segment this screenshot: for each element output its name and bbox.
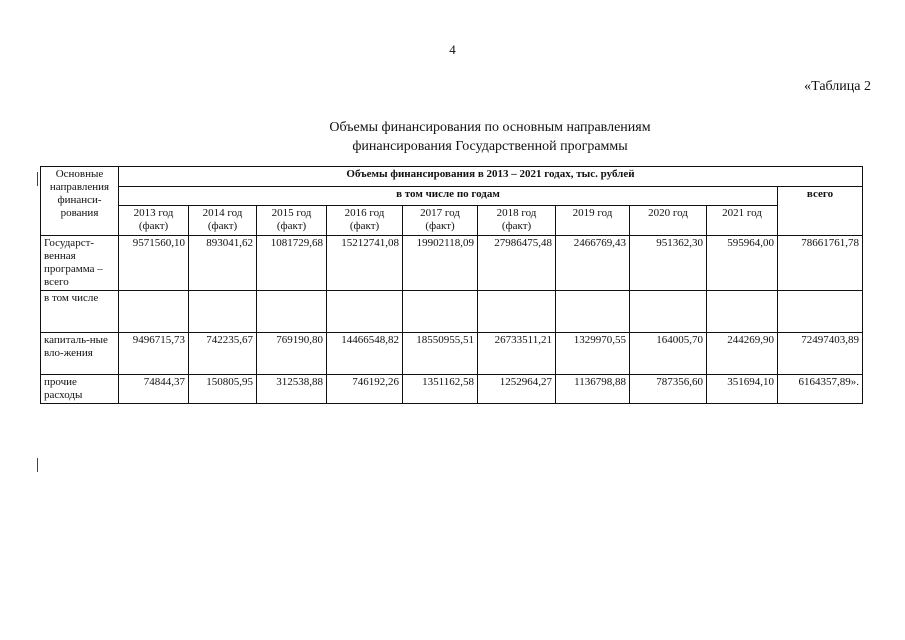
table-cell: 893041,62 [189, 236, 257, 291]
table-cell [189, 291, 257, 333]
table-cell-total [778, 291, 863, 333]
table-cell: 951362,30 [630, 236, 707, 291]
corner-header: Основные направления финанси-рования [41, 167, 119, 236]
table-cell: 351694,10 [707, 375, 778, 404]
table-cell [327, 291, 403, 333]
table-cell [556, 291, 630, 333]
table-cell: 9571560,10 [119, 236, 189, 291]
table-cell [478, 291, 556, 333]
table-cell: 1252964,27 [478, 375, 556, 404]
title-line-2: финансирования Государственной программы [352, 139, 628, 154]
table-cell: 595964,00 [707, 236, 778, 291]
table-cell: 26733511,21 [478, 333, 556, 375]
table-cell [119, 291, 189, 333]
table-cell [630, 291, 707, 333]
table-cell: 787356,60 [630, 375, 707, 404]
table-cell: 74844,37 [119, 375, 189, 404]
title-line-1: Объемы финансирования по основным направлениям [329, 120, 651, 135]
table-cell: 150805,95 [189, 375, 257, 404]
table-cell [257, 291, 327, 333]
table-cell: 2466769,43 [556, 236, 630, 291]
table-cell-total: 72497403,89 [778, 333, 863, 375]
table-cell: 18550955,51 [403, 333, 478, 375]
row-label: в том числе [41, 291, 119, 333]
table-cell: 15212741,08 [327, 236, 403, 291]
document-title [250, 118, 730, 156]
main-header: Объемы финансирования в 2013 – 2021 годах, тыс. рублей [119, 167, 863, 187]
years-header: в том числе по годам [119, 187, 778, 206]
table-cell: 1351162,58 [403, 375, 478, 404]
table-cell: 742235,67 [189, 333, 257, 375]
table-cell: 769190,80 [257, 333, 327, 375]
year-header: 2016 год (факт) [327, 206, 403, 236]
year-header: 2015 год (факт) [257, 206, 327, 236]
row-label: прочие расходы [41, 375, 119, 404]
scan-mark [37, 458, 38, 472]
table-cell-total: 6164357,89». [778, 375, 863, 404]
table-cell: 1081729,68 [257, 236, 327, 291]
table-cell: 164005,70 [630, 333, 707, 375]
table-cell: 1136798,88 [556, 375, 630, 404]
table-cell: 27986475,48 [478, 236, 556, 291]
page-number: 4 [449, 42, 456, 57]
row-label: Государст-венная программа – всего [41, 236, 119, 291]
table-cell: 244269,90 [707, 333, 778, 375]
table-row [41, 236, 863, 291]
table-cell: 14466548,82 [327, 333, 403, 375]
row-label: капиталь-ные вло-жения [41, 333, 119, 375]
table-cell: 746192,26 [327, 375, 403, 404]
year-header: 2017 год (факт) [403, 206, 478, 236]
table-row [41, 375, 863, 404]
scan-mark [37, 172, 38, 186]
year-header: 2013 год (факт) [119, 206, 189, 236]
table-cell: 1329970,55 [556, 333, 630, 375]
financing-table [40, 166, 863, 404]
table-cell: 9496715,73 [119, 333, 189, 375]
table-cell: 19902118,09 [403, 236, 478, 291]
table-label: «Таблица 2 [804, 79, 871, 94]
table-row [41, 291, 863, 333]
table-cell [403, 291, 478, 333]
table-cell-total: 78661761,78 [778, 236, 863, 291]
table-cell: 312538,88 [257, 375, 327, 404]
total-header: всего [778, 187, 863, 236]
year-header: 2020 год [630, 206, 707, 236]
year-header: 2019 год [556, 206, 630, 236]
table-row [41, 333, 863, 375]
year-header: 2021 год [707, 206, 778, 236]
year-header: 2018 год (факт) [478, 206, 556, 236]
year-header: 2014 год (факт) [189, 206, 257, 236]
table-cell [707, 291, 778, 333]
